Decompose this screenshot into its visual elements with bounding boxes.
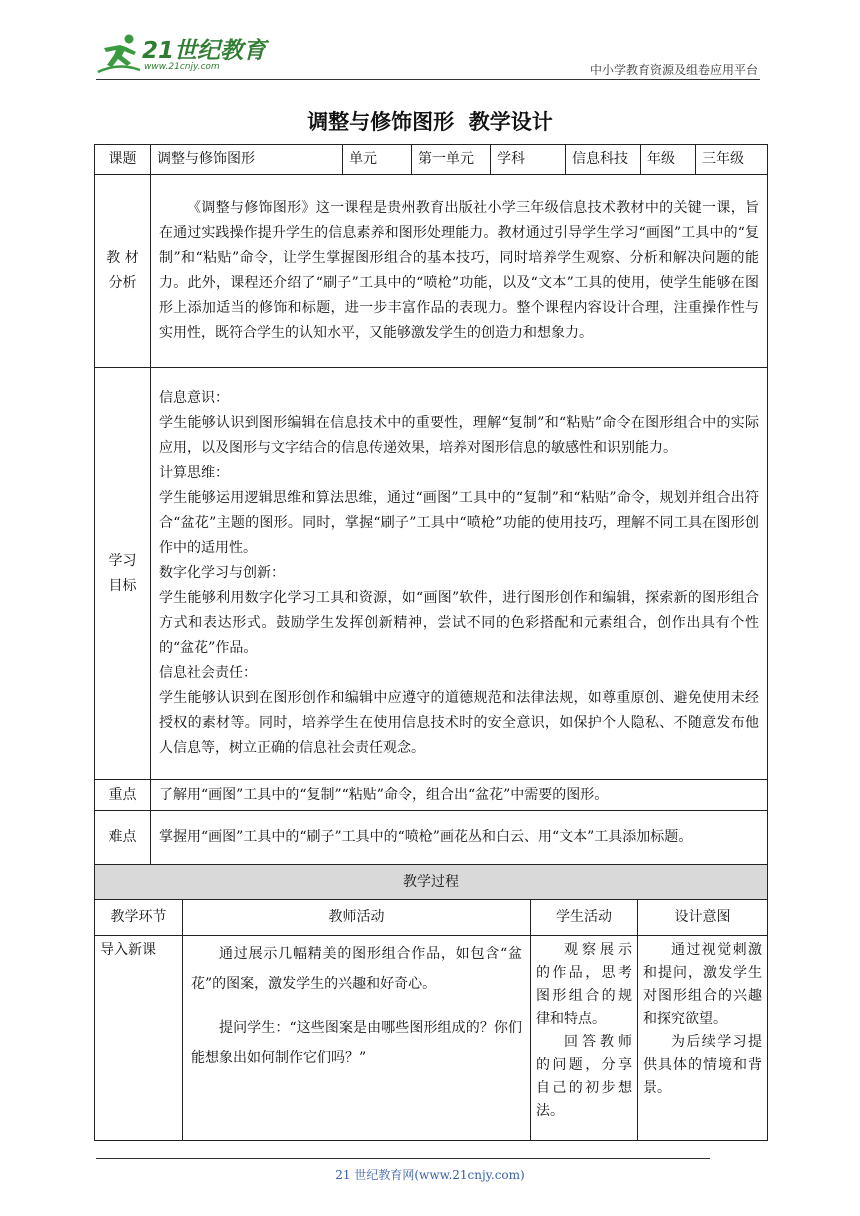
document-title: 调整与修饰图形 教学设计 [307,110,553,134]
stage-cell: 导入新课 [95,936,183,1141]
platform-tagline: 中小学教育资源及组卷应用平台 [589,63,758,77]
lesson-info-table [94,144,768,865]
teaching-process-table [94,864,768,1141]
topic-label: 课题 [95,145,151,175]
footer-link[interactable]: 21 世纪教育网(www.21cnjy.com) [335,1168,525,1182]
header-divider [96,79,760,80]
unit-label: 单元 [343,145,412,175]
difficulty-text: 掌握用“画图”工具中的“刷子”工具中的“喷枪”画花丛和白云、用“文本”工具添加标题。 [159,829,693,845]
column-header: 教学环节 [95,900,183,936]
objectives-row [95,368,768,780]
process-title: 教学过程 [95,865,768,900]
objective-text: 学生能够运用逻辑思维和算法思维，通过“画图”工具中的“复制”和“粘贴”命令，规划并组合出符合“盆花”主题的图形。同时，掌握“刷子”工具中“喷枪”功能的使用技巧，理解不同工具在图形创作中的适用性。 [159,490,759,556]
table-row [95,936,768,1141]
objective-heading: 信息社会责任： [159,665,257,681]
topic-value: 调整与修饰图形 [151,145,343,175]
key-point-label: 重点 [95,780,151,811]
design-intent: 为后续学习提供具体的情境和背景。 [643,1034,762,1096]
student-activity: 观察展示的作品，思考图形组合的规律和特点。 [536,942,632,1027]
objective-text: 学生能够认识到图形编辑在信息技术中的重要性，理解“复制”和“粘贴”命令在图形组合中的实际应用，以及图形与文字结合的信息传递效果，培养对图形信息的敏感性和识别能力。 [159,415,759,456]
logo-url: www.21cnjy.com [144,62,220,72]
difficulty-label: 难点 [95,811,151,865]
objective-text: 学生能够利用数字化学习工具和资源，如“画图”软件，进行图形创作和编辑，探索新的图形组合方式和表达形式。鼓励学生发挥创新精神，尝试不同的色彩搭配和元素组合，创作出具有个性的“盆花”作品。 [159,590,759,656]
objective-heading: 信息意识： [159,390,229,406]
running-figure-icon [96,32,142,76]
key-point-row [95,780,768,811]
subject-label: 学科 [491,145,566,175]
difficulty-row [95,811,768,865]
material-text: 《调整与修饰图形》这一课程是贵州教育出版社小学三年级信息技术教材中的关键一课，旨在通过实践操作提升学生的信息素养和图形处理能力。教材通过引导学生学习“画图”工具中的“复制”和“粘贴”命令，让学生掌握图形组合的基本技巧，同时培养学生观察、分析和解决问题的能力。此外，课程还介绍了“刷子”工具中的“喷枪”功能，以及“文本”工具的使用，使学生能够在图形上添加适当的修饰和标题，进一步丰富作品的表现力。整个课程内容设计合理，注重操作性与实用性，既符合学生的认知水平，又能够激发学生的创造力和想象力。 [159,200,759,341]
process-title-row [95,865,768,900]
student-activity: 回答教师的问题，分享自己的初步想法。 [536,1034,632,1119]
column-header: 教师活动 [183,900,531,936]
info-row [95,145,768,175]
objective-heading: 计算思维： [159,465,229,481]
teacher-activity: 通过展示几幅精美的图形组合作品，如包含“盆花”的图案，激发学生的兴趣和好奇心。 [191,946,522,992]
teacher-activity: 提问学生：“这些图案是由哪些图形组成的？你们能想象出如何制作它们吗？” [191,1020,522,1066]
material-label: 教 材 分析 [95,175,151,368]
process-column-headers [95,900,768,936]
page-header [0,0,860,90]
material-row [95,175,768,368]
subject-value: 信息科技 [566,145,641,175]
objectives-label: 学习 目标 [95,368,151,780]
grade-value: 三年级 [696,145,768,175]
unit-value: 第一单元 [412,145,491,175]
column-header: 学生活动 [531,900,638,936]
site-logo[interactable] [96,30,266,78]
footer-divider [96,1158,710,1159]
design-intent: 通过视觉刺激和提问，激发学生对图形组合的兴趣和探究欲望。 [643,942,762,1027]
objective-heading: 数字化学习与创新： [159,565,285,581]
column-header: 设计意图 [638,900,768,936]
objective-text: 学生能够认识到在图形创作和编辑中应遵守的道德规范和法律法规，如尊重原创、避免使用未经授权的素材等。同时，培养学生在使用信息技术时的安全意识，如保护个人隐私、不随意发布他人信息等，树立正确的信息社会责任观念。 [159,690,759,756]
key-point-text: 了解用“画图”工具中的“复制”“粘贴”命令，组合出“盆花”中需要的图形。 [151,780,768,811]
logo-text: 21世纪教育 [142,38,267,64]
grade-label: 年级 [641,145,696,175]
